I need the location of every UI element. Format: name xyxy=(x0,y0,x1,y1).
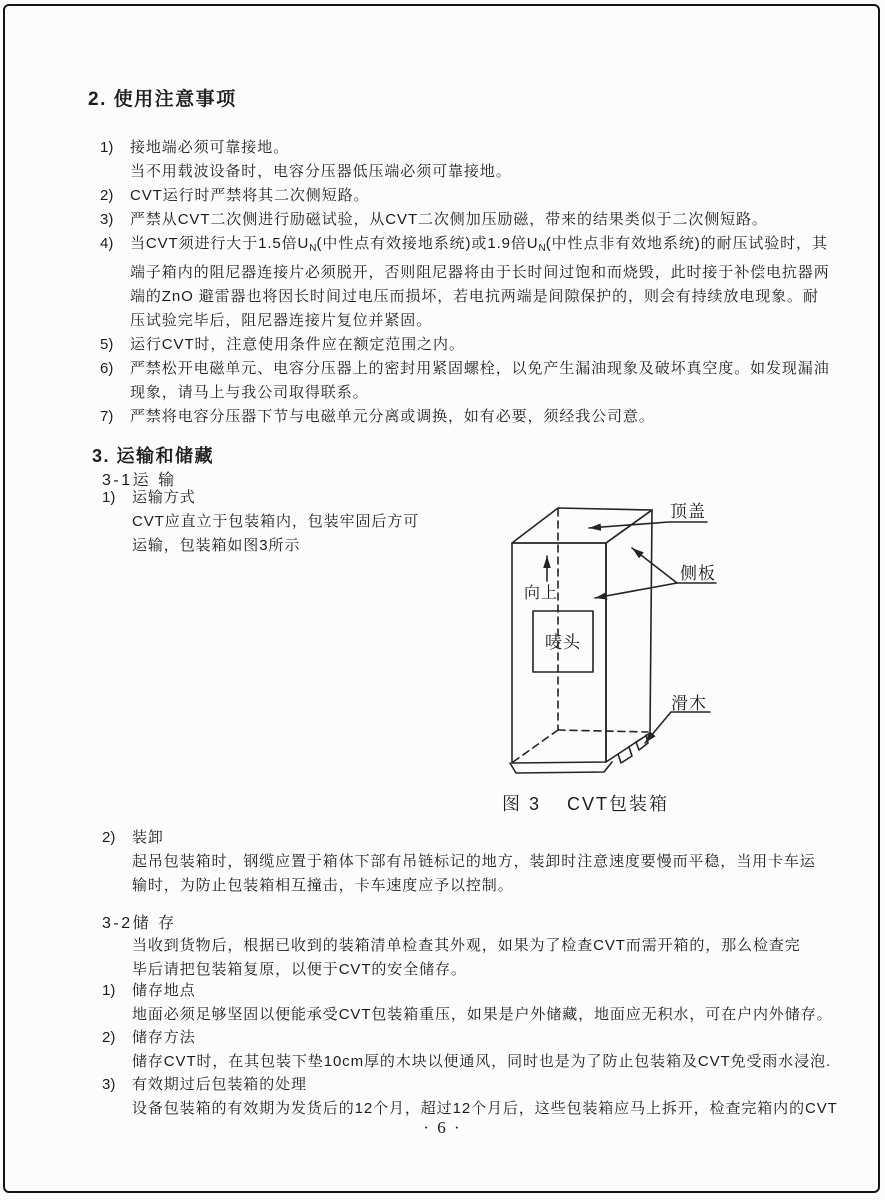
list-item-4 xyxy=(100,232,830,333)
box-right-face xyxy=(606,510,652,762)
item-line: 现象，请马上与我公司取得联系。 xyxy=(130,384,369,401)
list-item-7 xyxy=(100,405,830,429)
item-line: 压试验完毕后，阻尼器连接片复位并紧固。 xyxy=(130,312,433,329)
item-number: 1) xyxy=(102,982,116,999)
figure-caption-title: CVT包装箱 xyxy=(567,794,670,814)
item-title: 储存地点 xyxy=(132,982,196,999)
top-cover-leader xyxy=(589,522,707,528)
list-item-1 xyxy=(100,136,830,184)
transport-item-2 xyxy=(102,826,816,898)
item-line: 严禁从CVT二次侧进行励磁试验，从CVT二次侧加压励磁，带来的结果类似于二次侧短路。 xyxy=(130,211,768,228)
subscript: N xyxy=(309,243,317,254)
item-text xyxy=(132,979,833,1027)
item-line: 设备包装箱的有效期为发货后的12个月，超过12个月后，这些包装箱应马上拆开，检查完箱内的CVT xyxy=(132,1100,838,1117)
item-line: 当不用载波设备时，电容分压器低压端必须可靠接地。 xyxy=(130,163,512,180)
item-line: 运输，包装箱如图3所示 xyxy=(132,537,301,554)
item-number: 3) xyxy=(100,211,114,228)
item-line: 严禁将电容分压器下节与电磁单元分离或调换，如有必要，须经我公司意。 xyxy=(130,408,655,425)
item-line: 端的ZnO 避雷器也将因长时间过电压而损坏，若电抗两端是间隙保护的，则会有持续放电现象。耐 xyxy=(130,288,819,305)
section-3-heading: 3. 运输和储藏 xyxy=(92,446,215,466)
item-line: 严禁松开电磁单元、电容分压器上的密封用紧固螺栓，以免产生漏油现象及破坏真空度。如发现漏油 xyxy=(130,360,830,377)
figure-3-diagram xyxy=(455,485,790,815)
item-text xyxy=(130,232,830,333)
shipping-mark-label: 唛头 xyxy=(545,633,581,652)
item-line: 运行CVT时，注意使用条件应在额定范围之内。 xyxy=(130,336,465,353)
list-item xyxy=(102,826,816,898)
item-number: 1) xyxy=(102,489,116,506)
text-run: 当CVT须进行大于1.5倍U xyxy=(130,235,310,252)
item-number: 1) xyxy=(100,139,114,156)
list-item-3 xyxy=(100,208,830,232)
item-text xyxy=(132,1026,831,1074)
item-line xyxy=(130,232,830,261)
item-text xyxy=(130,136,512,184)
item-number: 2) xyxy=(100,187,114,204)
figure-caption-number: 图 3 xyxy=(502,794,542,814)
subsection-3-1-heading: 3-1运 输 xyxy=(102,472,177,489)
item-line: CVT应直立于包装箱内，包装牢固后方可 xyxy=(132,513,420,530)
item-text xyxy=(130,208,768,232)
item-line: 接地端必须可靠接地。 xyxy=(130,139,290,156)
up-label: 向上 xyxy=(524,585,559,602)
list-item-2 xyxy=(100,184,830,208)
skid-leader xyxy=(645,712,710,743)
item-text xyxy=(132,486,419,558)
section-2-list xyxy=(100,136,830,429)
transport-item-1 xyxy=(102,486,419,558)
item-title: 装卸 xyxy=(132,829,164,846)
item-text xyxy=(132,1073,838,1121)
text-run: (中性点有效接地系统)或1.9倍U xyxy=(316,235,539,252)
item-line: 输时，为防止包装箱相互撞击，卡车速度应予以控制。 xyxy=(132,877,514,894)
item-line: 起吊包装箱时，钢缆应置于箱体下部有吊链标记的地方，装卸时注意速度要慢而平稳，当用卡车运 xyxy=(132,853,816,870)
box-bottom-edge-hidden-left xyxy=(513,730,558,762)
item-text xyxy=(130,357,830,405)
item-number: 7) xyxy=(100,408,114,425)
section-2-heading: 2. 使用注意事项 xyxy=(88,89,237,110)
item-title: 储存方法 xyxy=(132,1029,196,1046)
item-number: 4) xyxy=(100,235,114,252)
paragraph-line: 毕后请把包装箱复原，以便于CVT的安全储存。 xyxy=(132,961,467,978)
side-panel-label: 侧板 xyxy=(680,564,716,583)
item-line: CVT运行时严禁将其二次侧短路。 xyxy=(130,187,370,204)
item-number: 2) xyxy=(102,829,116,846)
item-line: 储存CVT时，在其包装下垫10cm厚的木块以便通风，同时也是为了防止包装箱及CVT免受雨水浸泡. xyxy=(132,1053,832,1070)
item-title: 有效期过后包装箱的处理 xyxy=(132,1076,307,1093)
item-number: 3) xyxy=(102,1076,116,1093)
item-text xyxy=(130,333,465,357)
item-line: 地面必须足够坚固以便能承受CVT包装箱重压，如果是户外储藏，地面应无积水，可在户内外储存。 xyxy=(132,1006,833,1023)
figure-caption xyxy=(502,790,669,816)
skid-label: 滑木 xyxy=(671,694,707,713)
item-number: 6) xyxy=(100,360,114,377)
storage-item-3 xyxy=(102,1073,838,1121)
text-run: (中性点非有效地系统)的耐压试验时，其 xyxy=(545,235,828,252)
item-text xyxy=(130,405,655,429)
list-item xyxy=(102,1073,838,1121)
paragraph-line: 当收到货物后，根据已收到的装箱清单检查其外观，如果为了检查CVT而需开箱的，那么检查完 xyxy=(132,937,801,954)
storage-intro xyxy=(132,934,801,982)
subsection-3-2-heading: 3-2储 存 xyxy=(102,915,177,932)
top-cover-label: 顶盖 xyxy=(670,502,706,521)
list-item-6 xyxy=(100,357,830,405)
item-text xyxy=(132,826,816,898)
list-item-5 xyxy=(100,333,830,357)
box-bottom-edge-hidden-right xyxy=(558,730,648,732)
item-number: 2) xyxy=(102,1029,116,1046)
page-number: · 6 · xyxy=(423,1118,462,1137)
storage-item-2 xyxy=(102,1026,831,1074)
list-item xyxy=(102,1026,831,1074)
storage-item-1 xyxy=(102,979,833,1027)
list-item xyxy=(102,979,833,1027)
item-title: 运输方式 xyxy=(132,489,196,506)
item-number: 5) xyxy=(100,336,114,353)
item-line: 端子箱内的阻尼器连接片必须脱开，否则阻尼器将由于长时间过饱和而烧毁，此时接于补偿电抗器两 xyxy=(130,264,830,281)
item-text xyxy=(130,184,369,208)
side-panel-leader-lower xyxy=(595,583,677,598)
list-item xyxy=(102,486,419,558)
subscript: N xyxy=(538,243,546,254)
